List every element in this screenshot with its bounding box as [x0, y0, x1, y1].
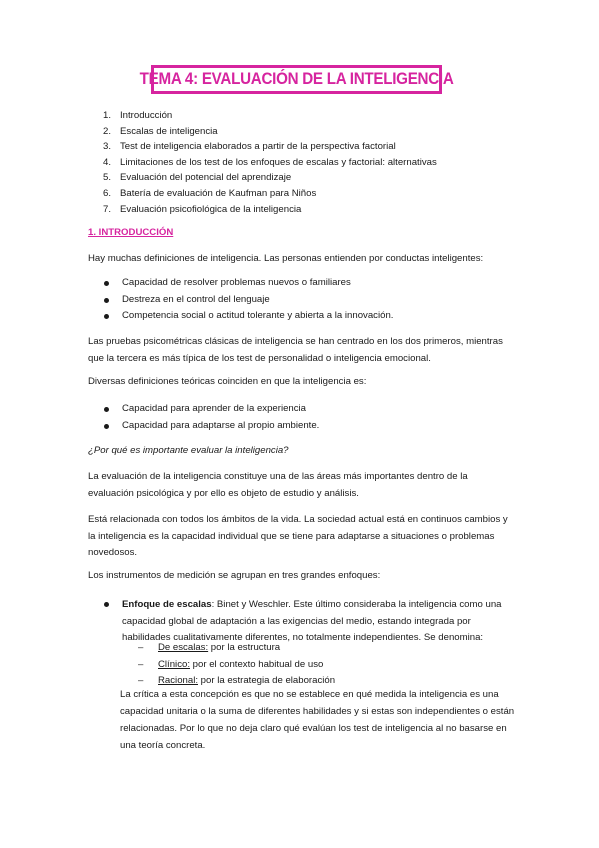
- subtype-term: Racional:: [158, 675, 198, 687]
- list-item: [104, 308, 393, 325]
- subtype-term: Clínico:: [158, 658, 190, 670]
- bullet-icon: [104, 424, 109, 429]
- bullet-icon: [104, 314, 109, 319]
- toc-label: Escalas de inteligencia: [120, 125, 218, 137]
- toc-number: 3.: [103, 141, 112, 153]
- paragraph: Hay muchas definiciones de inteligencia. Las personas entienden por conductas inteligentes:: [88, 253, 484, 264]
- subtype-description: por el contexto habitual de uso: [190, 658, 324, 670]
- enfoque-label: Enfoque de escalas: [122, 599, 212, 610]
- dash-icon: –: [138, 675, 144, 687]
- enfoque-description: : Binet y Weschler. Este último consideraba la inteligencia como una capacidad global de adaptación a las exigencias del medio, estando integrada por habilidades cualitativamente diferentes, no totalmente independientes. Se denomina:: [122, 599, 502, 644]
- list-item: [104, 418, 319, 435]
- subtype-description: por la estrategia de elaboración: [198, 675, 336, 687]
- list-item-text: Capacidad de resolver problemas nuevos o familiares: [122, 277, 351, 288]
- paragraph: Está relacionada con todos los ámbitos de la vida. La sociedad actual está en continuos cambios y la inteligencia es la capacidad individual que se tiene para adaptarse a situaciones o problemas novedosos.: [88, 514, 508, 558]
- toc-label: Batería de evaluación de Kaufman para Niños: [120, 187, 317, 199]
- section-heading-introduccion: 1. INTRODUCCIÓN: [88, 227, 174, 238]
- toc-label: Introducción: [120, 110, 173, 121]
- bullet-icon: [104, 602, 109, 607]
- title-box: [139, 65, 454, 94]
- toc-item: [103, 186, 437, 202]
- toc-item: [103, 155, 437, 171]
- toc-item: [103, 202, 437, 218]
- toc-number: 7.: [103, 203, 112, 215]
- paragraph-critica: La crítica a esta concepción es que no se establece en qué medida la inteligencia es una capacidad unitaria o la suma de diferentes habilidades y si estas son independientes o están relacionadas. Por lo que no deja claro qué evalúan los test de inteligencia al no basarse en una teoría concreta.: [120, 689, 515, 751]
- toc-label: Test de inteligencia elaborados a partir de la perspectiva factorial: [120, 141, 396, 153]
- paragraph: La evaluación de la inteligencia constituye una de las áreas más importantes dentro de la evaluación psicológica y por ello es objeto de estudio y análisis.: [88, 471, 468, 499]
- list-item: [124, 640, 335, 657]
- list-item: [104, 292, 393, 309]
- table-of-contents: [103, 108, 437, 217]
- toc-item: [103, 124, 437, 140]
- toc-number: 6.: [103, 187, 112, 199]
- toc-number: 5.: [103, 172, 112, 184]
- subtype-term: De escalas:: [158, 642, 209, 653]
- toc-item: [103, 108, 437, 124]
- toc-item: [103, 139, 437, 155]
- document-title: TEMA 4: EVALUACIÓN DE LA INTELIGENCIA: [139, 70, 454, 88]
- subtype-list: [124, 640, 335, 690]
- list-item: [104, 275, 393, 292]
- subtype-description: por la estructura: [208, 642, 281, 653]
- list-item-text: Capacidad para aprender de la experiencia: [122, 403, 307, 414]
- paragraph: Los instrumentos de medición se agrupan en tres grandes enfoques:: [88, 570, 381, 581]
- paragraph: Diversas definiciones teóricas coinciden en que la inteligencia es:: [88, 376, 367, 387]
- toc-number: 4.: [103, 156, 112, 168]
- bullet-list: [104, 275, 393, 325]
- bullet-list: [104, 401, 319, 434]
- bullet-icon: [104, 407, 109, 412]
- dash-icon: –: [138, 658, 144, 670]
- toc-item: [103, 170, 437, 186]
- toc-label: Evaluación del potencial del aprendizaje: [120, 172, 292, 184]
- paragraph: Las pruebas psicométricas clásicas de inteligencia se han centrado en los dos primeros, mientras que la tercera es más típica de los test de personalidad o inteligencia emocional.: [88, 336, 503, 364]
- bullet-icon: [104, 281, 109, 286]
- list-item-text: Competencia social o actitud tolerante y abierta a la innovación.: [122, 310, 394, 322]
- list-item-text: Capacidad para adaptarse al propio ambiente.: [122, 419, 320, 431]
- list-item-text: Destreza en el control del lenguaje: [122, 293, 270, 305]
- bullet-icon: [104, 298, 109, 303]
- toc-label: Evaluación psicofiológica de la inteligencia: [120, 203, 302, 215]
- list-item: [124, 657, 335, 674]
- toc-number: 2.: [103, 125, 112, 137]
- toc-label: Limitaciones de los test de los enfoques de escalas y factorial: alternativas: [120, 156, 437, 168]
- question-heading: ¿Por qué es importante evaluar la inteligencia?: [88, 445, 289, 456]
- dash-icon: –: [138, 642, 144, 653]
- toc-number: 1.: [103, 110, 112, 121]
- list-item: [104, 401, 319, 418]
